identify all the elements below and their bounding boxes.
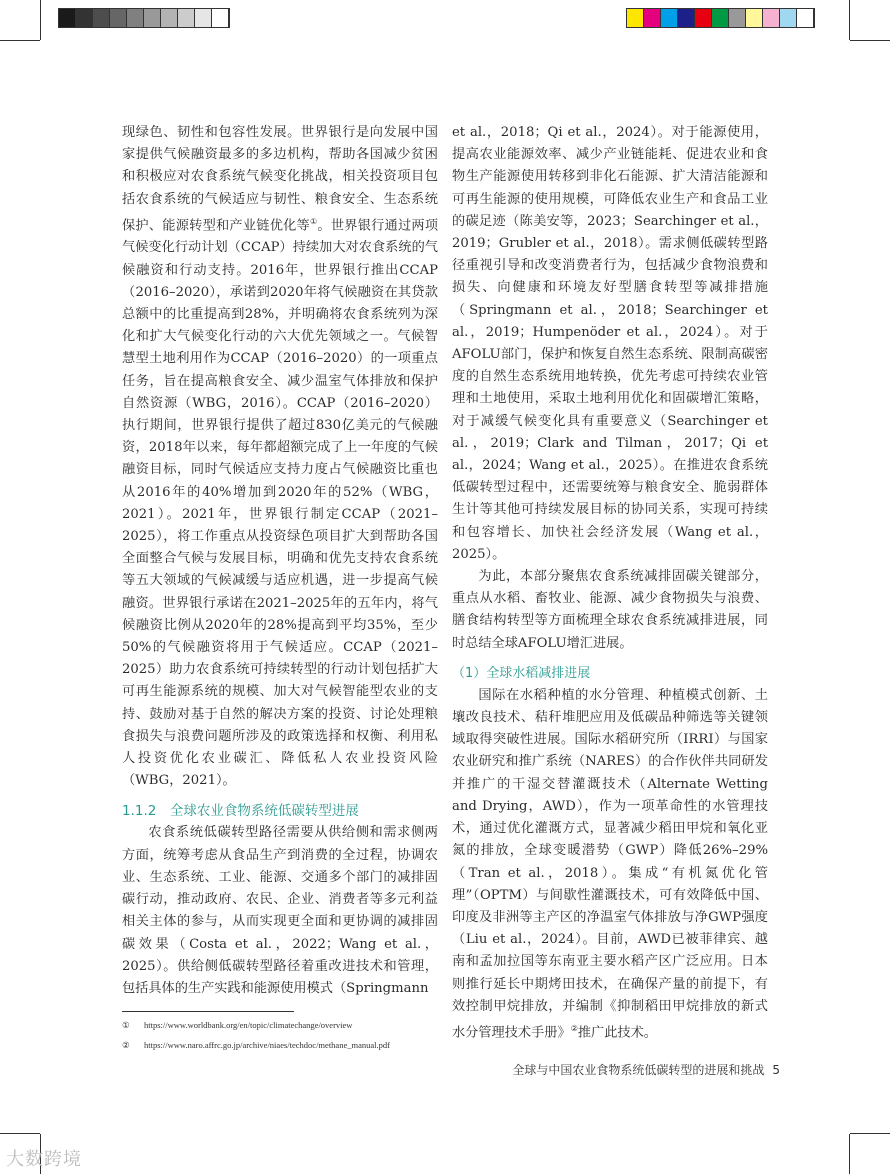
crop-mark-bottom-left-h (0, 1133, 40, 1134)
left-paragraph-2: 农食系统低碳转型路径需要从供给侧和需求侧两方面，统筹考虑从食品生产到消费的全过程，协调农业、生态系统、工业、能源、交通多个部门的减排固碳行动，推动政府、农民、企业、消费者等多元利益相关主体的参与，从而实现更全面和更协调的减排固碳效果（Costa et al.，2022；Wang et al.，2025）。供给侧低碳转型路径着重改进技术和管理，包括具体的生产实践和能源使用模式（Springmann (122, 825, 438, 996)
gray-swatch-9 (195, 9, 212, 27)
footnote-1-url[interactable]: https://www.worldbank.org/en/topic/climatechange/overview (144, 1020, 353, 1030)
right-paragraph-1: et al.，2018；Qi et al.，2024）。对于能源使用，提高农业能源效率、减少产业链能耗、促进农业和食物生产能源使用转移到非化石能源、扩大清洁能源和可再生能源的使用规模，可降低农业生产和食品工业的碳足迹（陈美安等，2023；Searchinger et al.，2019；Grubler et al.，2018）。需求侧低碳转型路径重视引导和改变消费者行为，包括减少食物浪费和损失、向健康和环境友好型膳食转型等减排措施（Springmann et al.，2018；Searchinger et al.，2019；Humpenöder et al.，2024）。对于AFOLU部门，保护和恢复自然生态系统、限制高碳密度的自然生态系统用地转换，优先考虑可持续农业管理和土地使用，采取土地利用优化和固碳增汇策略，对于减缓气候变化具有重要意义（Searchinger et al.，2019；Clark and Tilman，2017；Qi et al.，2024；Wang et al.，2025）。在推进农食系统低碳转型过程中，还需要统筹与粮食安全、脆弱群体生计等其他可持续发展目标的协同关系，实现可持续和包容增长、加快社会经济发展（Wang et al.，2025）。 (452, 125, 768, 562)
watermark-logo: 大数跨境 (6, 1149, 82, 1170)
color-swatch-3 (661, 9, 678, 27)
color-swatch-10 (780, 9, 797, 27)
gray-swatch-2 (76, 9, 93, 27)
color-swatch-6 (712, 9, 729, 27)
footnote-ref-1[interactable]: ① (309, 216, 318, 226)
color-calibration-bar (626, 8, 815, 28)
grayscale-calibration-bar (58, 8, 230, 28)
color-swatch-4 (678, 9, 695, 27)
left-paragraph-1: 现绿色、韧性和包容性发展。世界银行是向发展中国家提供气候融资最多的多边机构，帮助各国减少贫困和积极应对农食系统气候变化挑战，相关投资项目包括农食系统的气候适应与韧性、粮食安全、生态系统保护、能源转型和产业链优化等①。世界银行通过两项气候变化行动计划（CCAP）持续加大对农食系统的气候融资和行动支持。2016年，世界银行推出CCAP（2016–2020），承诺到2020年将气候融资在其贷款总额中的比重提高到28%，并明确将农食系统列为深化和扩大气候变化行动的六大优先领域之一。气候智慧型土地利用作为CCAP（2016–2020）的一项重点任务，旨在提高粮食安全、减少温室气体排放和保护自然资源（WBG，2016）。CCAP（2016–2020）执行期间，世界银行提供了超过830亿美元的气候融资，2018年以来，每年都超额完成了上一年度的气候融资目标，同时气候适应支持力度占气候融资比重也从2016年的40%增加到2020年的52%（WBG，2021）。2021年，世界银行制定CCAP（2021–2025），将工作重点从投资绿色项目扩大到帮助各国全面整合气候与发展目标，明确和优先支持农食系统等五大领域的气候减缓与适应机遇，进一步提高气候融资。世界银行承诺在2021–2025年的五年内，将气候融资比例从2020年的28%提高到平均35%，至少50%的气候融资将用于气候适应。CCAP（2021–2025）助力农食系统可持续转型的行动计划包括扩大可再生能源系统的规模、加大对气候智能型农业的支持、鼓励对基于自然的解决方案的投资、讨论处理粮食损失与浪费问题所涉及的政策选择和权衡、利用私人投资优化农业碳汇、降低私人农业投资风险（WBG，2021）。 (122, 125, 439, 789)
footnote-separator (122, 1011, 294, 1012)
color-swatch-7 (729, 9, 746, 27)
gray-swatch-6 (144, 9, 161, 27)
left-column (122, 122, 438, 1000)
gray-swatch-8 (178, 9, 195, 27)
sub-heading-rice: （1）全球水稻减排进展 (452, 665, 591, 681)
color-swatch-11 (797, 9, 814, 27)
crop-mark-top-right-v (849, 0, 850, 40)
crop-mark-top-left-v (40, 0, 41, 40)
crop-mark-bottom-right-v (849, 1134, 850, 1174)
crop-mark-top-right-h (850, 40, 890, 41)
color-swatch-8 (746, 9, 763, 27)
footer-title: 全球与中国农业食物系统低碳转型的进展和挑战 (512, 1063, 765, 1077)
right-paragraph-3: 国际在水稻种植的水分管理、种植模式创新、土壤改良技术、秸秆堆肥应用及低碳品种筛选等关键领域取得突破性进展。国际水稻研究所（IRRI）与国家农业研究和推广系统（NARES）的合作伙伴共同研发并推广的干湿交替灌溉技术（Alternate Wetting and Drying，AWD），作为一项革命性的水管理技术，通过优化灌溉方式，显著减少稻田甲烷和氧化亚氮的排放，全球变暖潜势（GWP）降低26%–29%（Tran et al.，2018）。集成“有机氮优化管理”（OPTM）与间歇性灌溉技术，可有效降低中国、印度及非洲等主产区的净温室气体排放与净GWP强度（Liu et al.，2024）。目前，AWD已被菲律宾、越南和孟加拉国等东南亚主要水稻产区广泛应用。日本则推行延长中期烤田技术，在确保产量的前提下，有效控制甲烷排放，并编制《抑制稻田甲烷排放的新式水分管理技术手册》②推广此技术。 (452, 687, 768, 1041)
crop-mark-bottom-right-h (850, 1133, 890, 1134)
footnote-2 (122, 1040, 390, 1051)
color-swatch-1 (627, 9, 644, 27)
footnote-2-url[interactable]: https://www.naro.affrc.go.jp/archive/niaes/techdoc/methane_manual.pdf (144, 1040, 390, 1050)
footnote-1-mark: ① (122, 1020, 130, 1030)
gray-swatch-7 (161, 9, 178, 27)
running-footer (512, 1061, 780, 1078)
footnote-1 (122, 1020, 352, 1031)
color-swatch-2 (644, 9, 661, 27)
gray-swatch-5 (127, 9, 144, 27)
color-swatch-5 (695, 9, 712, 27)
section-heading-1-1-2: 1.1.2 全球农业食物系统低碳转型进展 (122, 803, 359, 820)
color-swatch-9 (763, 9, 780, 27)
gray-swatch-3 (93, 9, 110, 27)
crop-mark-top-left-h (0, 40, 40, 41)
right-paragraph-2: 为此，本部分聚焦农食系统减排固碳关键部分，重点从水稻、畜牧业、能源、减少食物损失与浪费、膳食结构转型等方面梳理全球农食系统减排进展，同时总结全球AFOLU增汇进展。 (452, 569, 768, 651)
gray-swatch-10 (212, 9, 229, 27)
gray-swatch-4 (110, 9, 127, 27)
footnote-2-mark: ② (122, 1040, 130, 1050)
page-number: 5 (772, 1063, 780, 1077)
right-column (452, 122, 768, 1045)
footnote-ref-2[interactable]: ② (570, 1023, 578, 1033)
gray-swatch-1 (59, 9, 76, 27)
